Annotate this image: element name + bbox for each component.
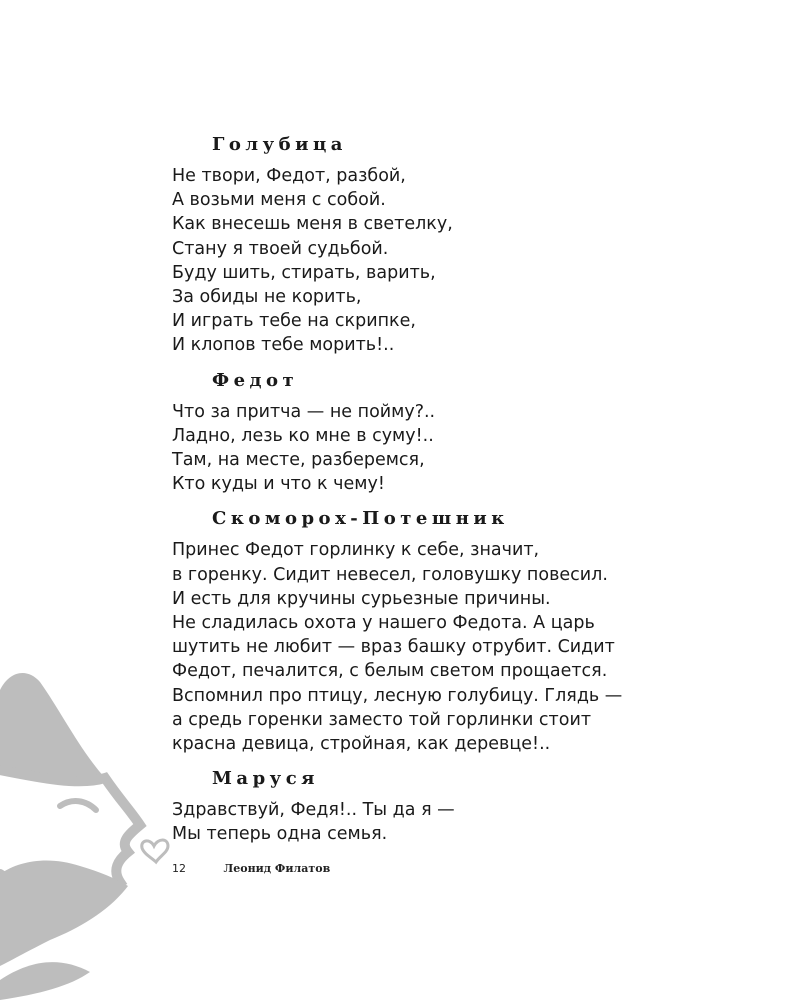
verse-line: А возьми меня с собой. [172,190,386,211]
prose-line: в горенку. Сидит невесел, головушку повесил. [172,564,608,585]
text-content [172,132,732,857]
speaker-name: Маруся [212,768,319,790]
dialogue-block [172,368,732,497]
verse-line: И играть тебе на скрипке, [172,311,416,332]
verse-line: Буду шить, стирать, варить, [172,262,436,283]
verse-line: Кто куды и что к чему! [172,474,385,495]
prose-line: шутить не любит — враз башку отрубит. Сидит [172,637,615,658]
speaker-name: Федот [212,369,299,391]
verse-line: Стану я твоей судьбой. [172,238,389,259]
prose-line: красна девица, стройная, как деревце!.. [172,734,551,755]
verse-line: За обиды не корить, [172,287,362,308]
heart-icon [142,840,168,862]
prose-line: Федот, печалится, с белым светом прощается. [172,661,608,682]
page-footer [172,862,330,875]
prose-line: а средь горенки заместо той горлинки стоит [172,709,592,730]
page-number: 12 [172,862,186,875]
verse-line: Мы теперь одна семья. [172,824,388,845]
prose-line: Принес Федот горлинку к себе, значит, [172,540,540,561]
speaker-name: Голубица [212,134,347,155]
prose-line: И есть для кручины сурьезные причины. [172,588,551,609]
verse-line: Как внесешь меня в светелку, [172,214,453,235]
dialogue-block [172,506,732,756]
dialogue-block [172,132,732,358]
verse-line: Не твори, Федот, разбой, [172,166,406,186]
running-author: Леонид Филатов [223,862,331,875]
verse-line: Здравствуй, Федя!.. Ты да я — [172,800,455,821]
verse-line: Что за притча — не пойму?.. [172,401,436,422]
speaker-name: Скоморох-Потешник [212,508,509,530]
verse-line: И клопов тебе морить!.. [172,335,395,356]
body-shape [0,962,90,1000]
dialogue-block [172,766,732,846]
prose-line: Вспомнил про птицу, лесную голубицу. Глядь — [172,685,623,706]
verse-line: Ладно, лезь ко мне в суму!.. [172,425,434,446]
verse-line: Там, на месте, разберемся, [172,450,425,471]
beard-shape [0,860,128,966]
hat-shape [0,673,105,781]
eye-shape [60,801,96,810]
prose-line: Не сладилась охота у нашего Федота. А царь [172,613,595,634]
character-illustration [0,660,200,1000]
